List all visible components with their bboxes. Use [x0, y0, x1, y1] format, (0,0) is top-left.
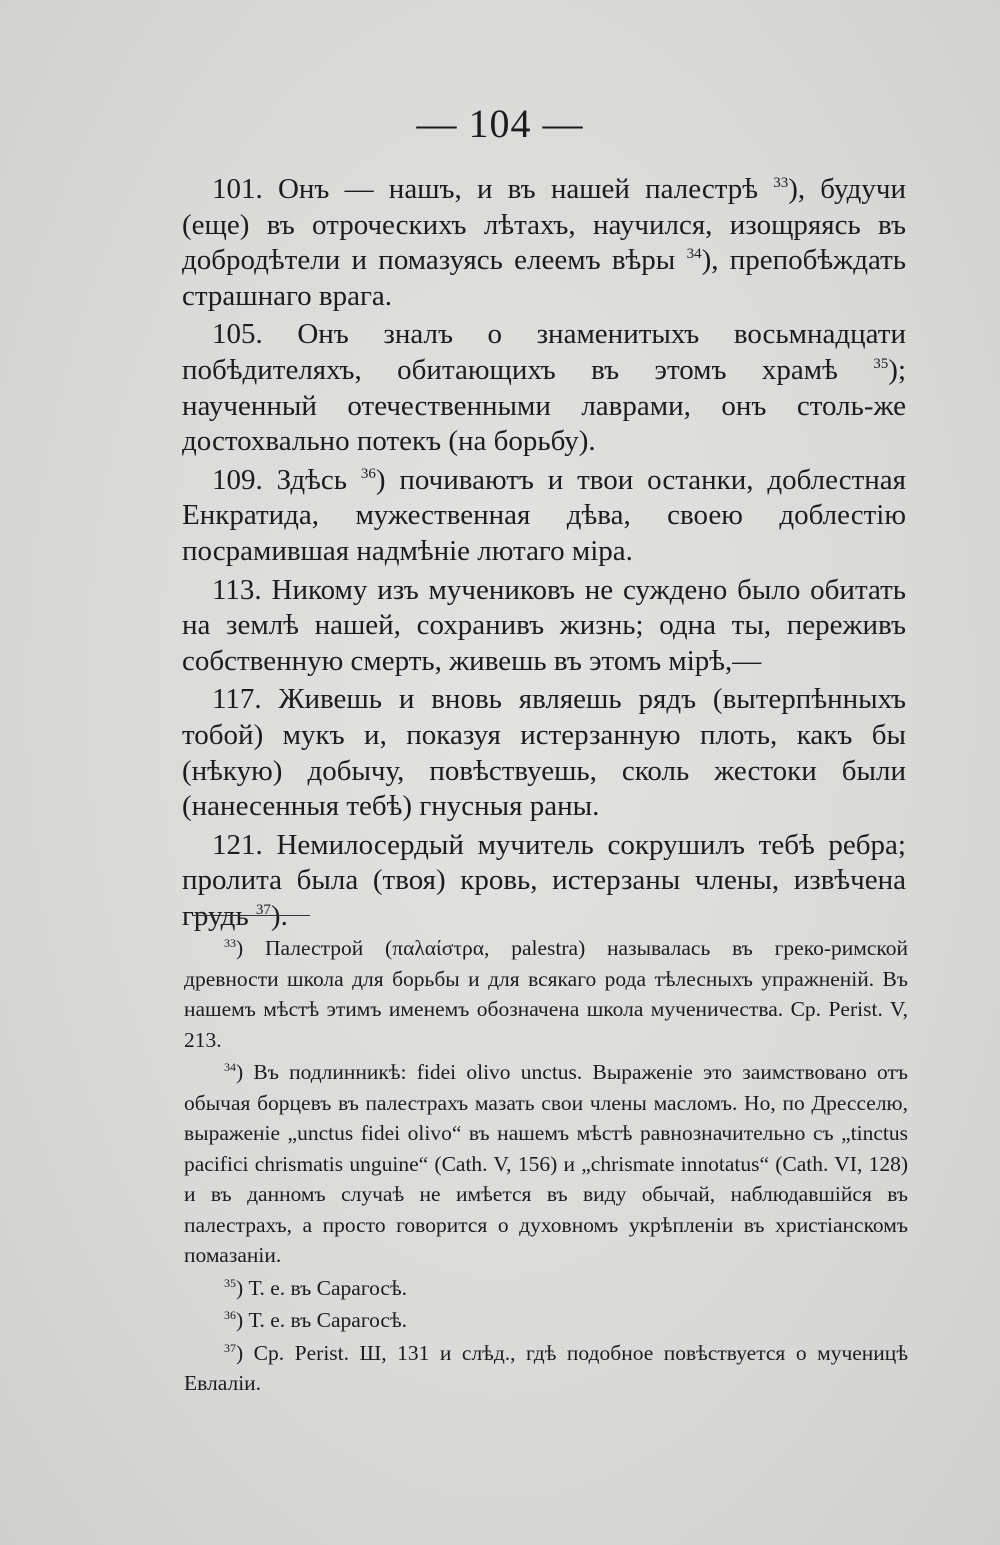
page-number: — 104 — — [416, 101, 584, 146]
footnote-mark: 35 — [224, 1275, 236, 1290]
footnotes — [184, 933, 908, 1401]
footnote-text: ) Т. е. въ Сарагосѣ. — [236, 1275, 408, 1300]
footnote-ref-33: 33 — [773, 175, 789, 191]
footnote-text: ) Т. е. въ Сарагосѣ. — [236, 1308, 408, 1332]
footnote-ref-37: 37 — [255, 901, 271, 918]
footnote-36 — [184, 1305, 908, 1336]
paragraph-105 — [182, 317, 906, 459]
footnote-text: ) Въ подлинникѣ: fidei olivo unctus. Выраженіе это заимствовано отъ обычая борцевъ въ палестрахъ мазать свои члены масломъ. Но, по Дресселю, выраженіе „unctus fidei olivo“ въ нашемъ мѣстѣ равнозначительно съ „tinctus pacifici chrismatis unguine“ (Cath. V, 156) и „chrismate innotatus“ (Cath. VI, 128) и въ данномъ случаѣ не имѣется въ виду обычай, наблюдавшійся въ палестрахъ, а просто говорится о духовномъ укрѣпленіи въ христіанскомъ помазаніи. — [184, 1060, 908, 1267]
footnote-35 — [184, 1273, 908, 1304]
paragraph-text: 121. Немилосердый мучитель сокрушилъ тебѣ ребра; пролита была (твоя) кровь, истерзаны члены, извѣчена грудь — [182, 828, 906, 932]
paragraph-text: ). — [270, 899, 288, 932]
paragraph-text: ); наученный отечественными лаврами, онъ столь-же достохвально потекъ (на борьбу). — [182, 353, 906, 458]
footnote-text: ) Палестрой (παλαίστρα, palestra) называлась въ греко-римской древности школа для борьбы и для всякаго рода тѣлесныхъ упражненій. Въ нашемъ мѣстѣ этимъ именемъ обозначена школа мученичества. Ср. Perist. V, 213. — [184, 936, 908, 1052]
footnote-mark: 33 — [224, 936, 236, 950]
footnote-37 — [184, 1338, 908, 1399]
paragraph-117: 117. Живешь и вновь являешь рядъ (вытерпѣнныхъ тобой) мукъ и, показуя истерзанную плоть, какъ бы (нѣкую) добычу, повѣствуешь, сколь жестоки были (нанесенныя тебѣ) гнусныя раны. — [182, 683, 906, 823]
footnote-mark: 37 — [224, 1340, 236, 1355]
paragraph-text: 109. Здѣсь — [212, 463, 361, 496]
paragraph-text: ), будучи (еще) въ отроческихъ лѣтахъ, научился, изощряясь въ добродѣтели и помазуясь елеемъ вѣры — [182, 173, 906, 277]
paragraph-text: ) почиваютъ и твои останки, доблестная Енкратида, мужественная дѣва, своею доблестію посрамившая надмѣніе лютаго міра. — [182, 463, 907, 567]
footnote-ref-36: 36 — [360, 465, 376, 482]
paragraph-text: 105. Онъ зналъ о знаменитыхъ восьмнадцати побѣдителяхъ, обитающихъ въ этомъ храмѣ — [182, 318, 906, 386]
paragraph-101 — [182, 172, 906, 314]
paragraph-113: 113. Никому изъ мучениковъ не суждено было обитать на землѣ нашей, сохранивъ жизнь; одна ты, переживъ собственную смерть, живешь въ этомъ мірѣ,— — [182, 573, 906, 677]
footnote-text: ) Ср. Perist. Ш, 131 и слѣд., гдѣ подобное повѣствуется о мученицѣ Евлаліи. — [184, 1340, 908, 1395]
footnote-33 — [184, 933, 908, 1055]
footnote-mark: 36 — [224, 1308, 236, 1322]
footnote-ref-35: 35 — [873, 355, 889, 372]
paragraph-text: 101. Онъ — нашъ, и въ нашей палестрѣ — [212, 173, 774, 205]
paragraph-text: ), препобѣждать страшнаго врага. — [182, 244, 906, 312]
main-text — [182, 172, 906, 937]
paragraph-109 — [182, 463, 906, 570]
footnote-divider — [192, 915, 310, 916]
footnote-34 — [184, 1057, 908, 1271]
paragraph-121 — [182, 828, 906, 935]
footnote-ref-34: 34 — [686, 246, 702, 263]
footnote-mark: 34 — [224, 1060, 236, 1074]
